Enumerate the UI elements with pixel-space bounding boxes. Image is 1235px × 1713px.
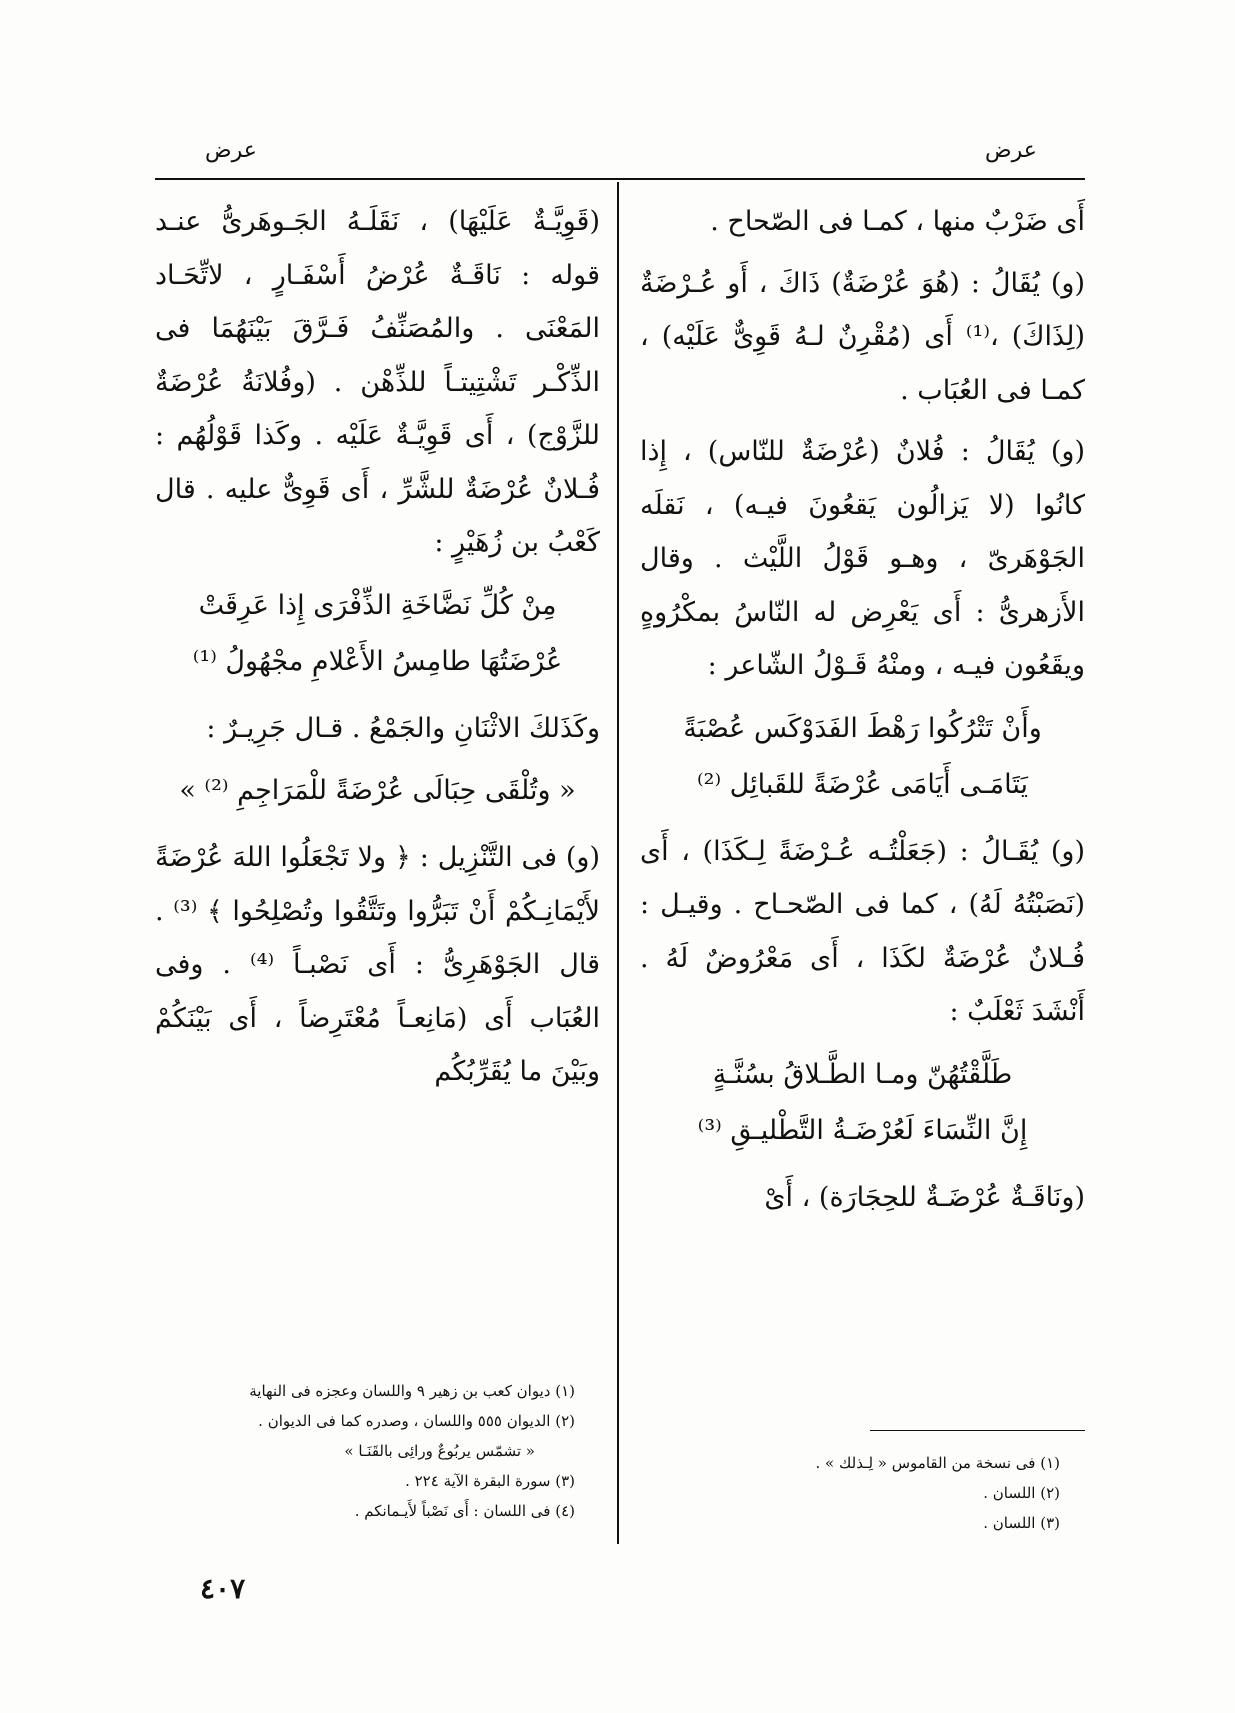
footnote: (٣) سورة البقرة الآية ٢٢٤ . [405,1472,575,1490]
left-verse-1 [155,578,600,690]
verse-line: « وتُلْقَى حِبَالَى عُرْضَةً للْمَرَاجِمِ ⁽²⁾ » [179,775,576,806]
verse-line: طَلَّقْتُهُنّ ومـا الطَّـلاقُ بسُنَّـةٍ [712,1058,1013,1090]
footnote: (١) فى نسخة من القاموس « لِـذلك » . [815,1454,1060,1472]
page-number: ٤٠٧ [200,1572,246,1605]
right-paragraph-4: (و) يُقَـالُ : (جَعَلْتُـه عُـرْضَةً لِـكَذَا) ، أَى (نَصَبْتُهُ لَهُ) ، كما فى الصّحـاح . وقيـل : فُـلانٌ عُرْضَةٌ لكَذَا ، أَى مَعْرُوضٌ لَهُ . أَنْشَدَ ثَعْلَبٌ : [640,835,1085,1027]
footnote: « تشمّس يربُوعٌ ورائِى بالقَنَـا » [344,1442,535,1460]
verse-line: عُرْضَتُهَا طامِسُ الأَعْلامِ مجْهُولُ ⁽¹⁾ [192,645,563,677]
verse-line: إِنَّ النِّسَاءَ لَعُرْضَـةُ التَّطْليـقِ ⁽³⁾ [697,1114,1028,1146]
left-verse-2 [155,763,600,819]
left-column [155,195,600,1107]
footnote-rule [870,1430,1085,1431]
footnote: (٤) فى اللسان : أَى نَصْباً لأَيـمانكم . [354,1502,575,1520]
right-paragraph-2: (و) يُقَالُ : (هُوَ عُرْضَةٌ) ذَاكَ ، أَو عُـرْضَةٌ (لِذَاكَ) ،⁽¹⁾ أَى (مُقْرِنٌ لـهُ قَوِىٌّ عَلَيْه) ، كمـا فى العُبَاب . [640,267,1085,406]
footnotes-right [640,1448,1060,1538]
right-verse-1 [640,701,1085,813]
running-head-right: عرض [985,138,1037,163]
footnote: (٢) الديوان ٥٥٥ واللسان ، وصدره كما فى الديوان . [258,1412,575,1430]
right-verse-2 [640,1047,1085,1159]
right-paragraph-5: (ونَاقَـةٌ عُرْضَـةٌ للحِجَارَة) ، أَىْ [764,1181,1085,1213]
right-paragraph-3: (و) يُقَالُ : فُلانٌ (عُرْضَةٌ للنّاس) ، إِذا كانُوا (لا يَزالُون يَقعُونَ فيـه) ، نَقلَه الجَوْهَرىّ ، وهـو قَوْلُ اللَّيْث . وقال الأَزهرىُّ : أَى يَعْرِض له النّاسُ بمكْرُوهٍ ويقَعُون فيـه ، ومنْهُ قَـوْلُ الشّاعر : [640,436,1085,681]
verse-line: مِنْ كُلِّ نَضَّاخَةِ الذِّفْرَى إِذا عَرِقَتْ [198,589,557,621]
verse-line: وأَنْ تَتْرُكُوا رَهْطَ الفَدَوْكَس عُصْبَةً [683,712,1042,744]
left-paragraph-3: (و) فى التَّنْزِيل : ﴿ ولا تَجْعَلُوا اللهَ عُرْضَةً لأَيْمَانِـكُمْ أَنْ تَبَرُّوا وتَتَّقُوا وتُصْلِحُوا ﴾ ⁽³⁾ . قال الجَوْهَرِىُّ : أَى نَصْبـاً ⁽⁴⁾ . وفى العُبَاب أَى (مَانِعـاً مُعْتَرِضاً ، أَى بَيْنَكُمْ وبَيْنَ ما يُقَرِّبُكُم [155,842,601,1087]
footnote: (٢) اللسان . [983,1484,1060,1502]
footnote: (١) ديوان كعب بن زهير ٩ واللسان وعجزه فى النهاية [249,1382,575,1400]
right-column [640,195,1085,1232]
right-paragraph-1: أَى ضَرْبٌ منها ، كمـا فى الصّحاح . [710,206,1085,237]
header-rule [155,178,1085,180]
left-paragraph-2: وكَذَلكَ الاثْنَانِ والجَمْعُ . قـال جَرِيـرٌ : [206,712,600,744]
left-paragraph-1: (قَوِيَّـةٌ عَلَيْهَا) ، نَقَلَـهُ الجَـوهَرىُّ عنـد قوله : نَاقَـةٌ عُرْضُ أَسْفَـارٍ ، لاتِّحَـاد المَعْنَى . والمُصَنِّفُ فَـرَّقَ بَيْنَهُمَا فى الذِّكْـر تَشْتِيتـاً للذِّهْن . (وفُلانَةُ عُرْضَةٌ للزَّوْج) ، أَى قَوِيَّـةٌ عَلَيْه . وكَذا قَوْلُهُم : فُـلانٌ عُرْضَةٌ للشَّرِّ ، أَى قَوِىٌّ عليه . قال كَعْبُ بن زُهَيْرٍ : [155,206,600,558]
running-head-left: عرض [205,138,257,163]
column-divider [617,182,619,1544]
footnote: (٣) اللسان . [983,1514,1060,1532]
verse-line: يَتَامَـى أَيَامَى عُرْضَةً للقَبائِل ⁽²⁾ [697,768,1028,800]
footnotes-left [155,1376,575,1526]
